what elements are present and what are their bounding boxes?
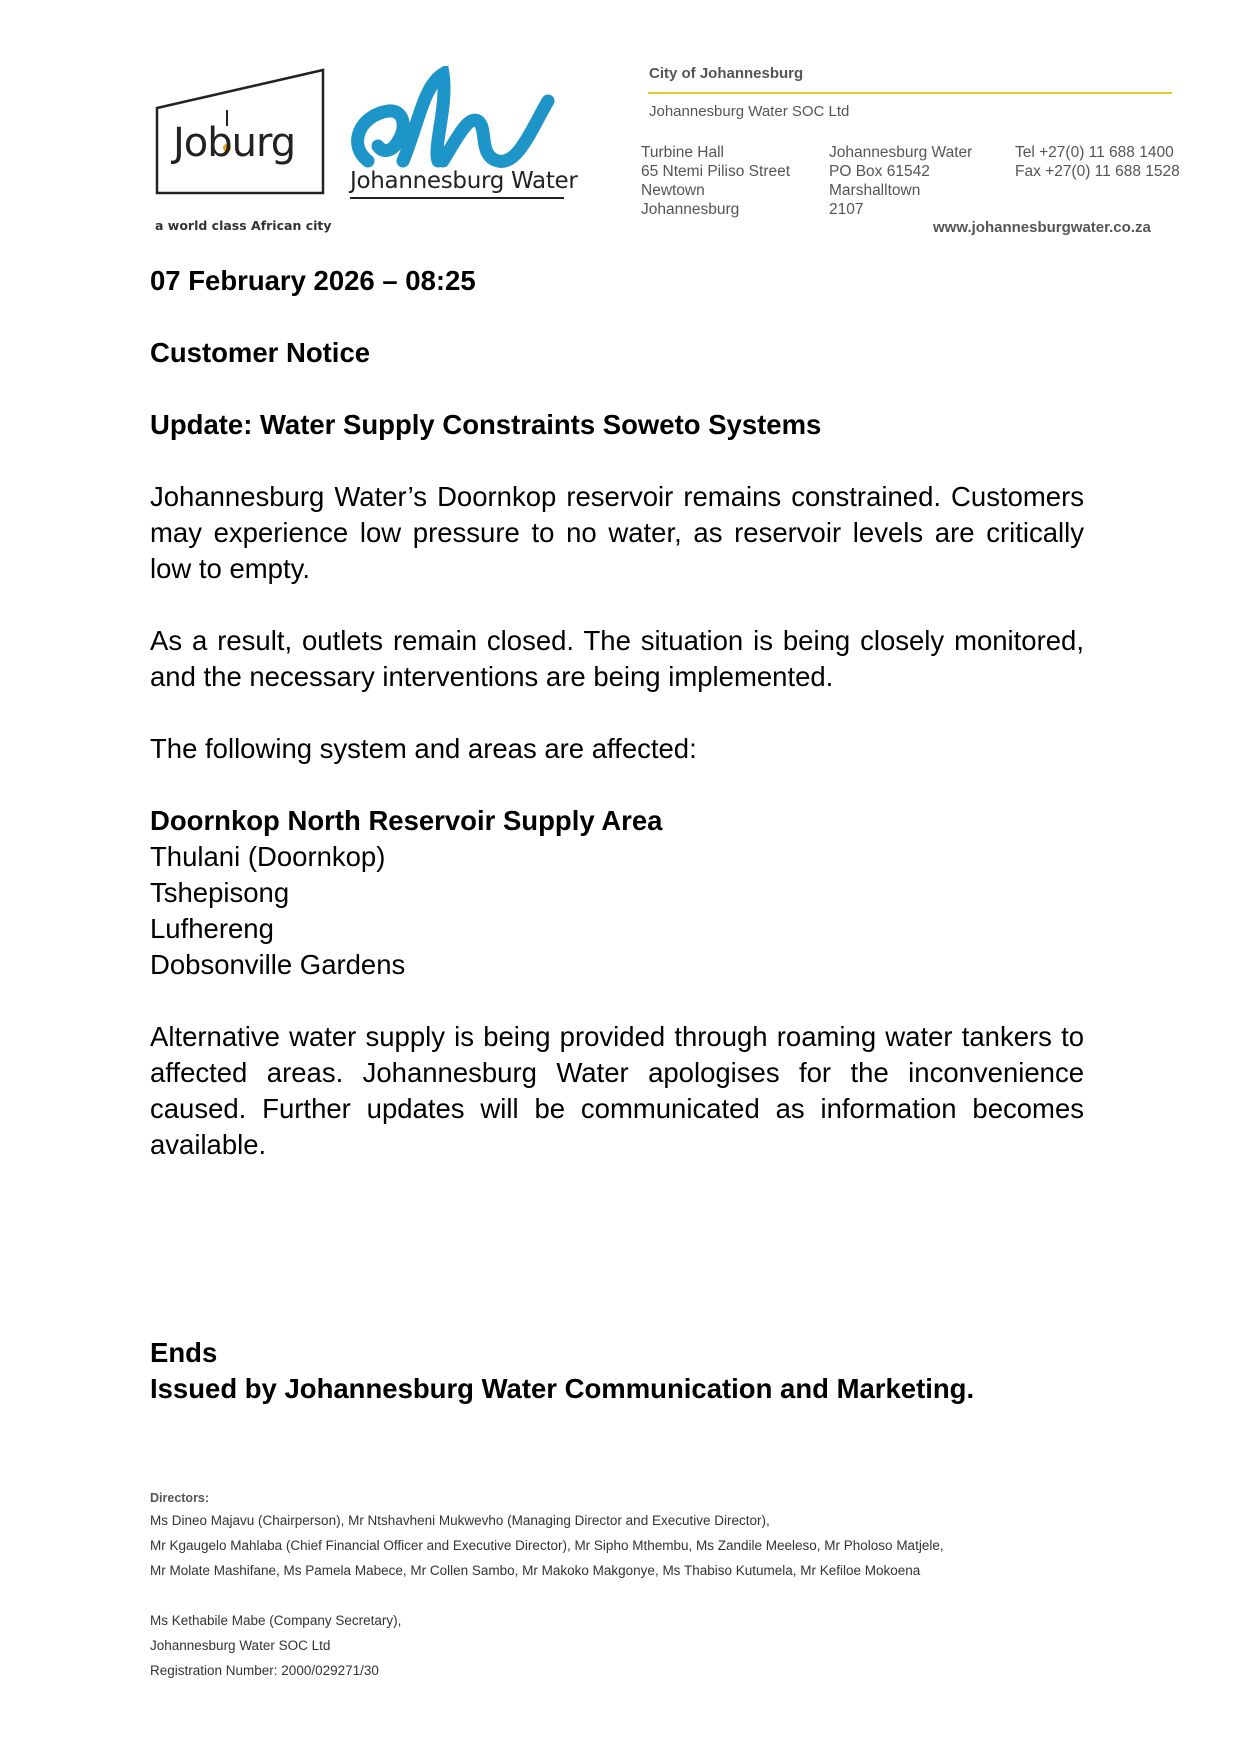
city-name: City of Johannesburg <box>649 65 804 82</box>
directors-line: Ms Dineo Majavu (Chairperson), Mr Ntshavheni Mukwevho (Managing Director and Executive Director), <box>150 1513 770 1528</box>
paragraph-4: Alternative water supply is being provided through roaming water tankers to affected areas. Johannesburg Water apologises for the inconvenience caused. Further updates will be communicated as information becomes available. <box>150 1021 1084 1160</box>
affected-area-title: Doornkop North Reservoir Supply Area <box>150 805 663 836</box>
footer <box>150 1488 944 1683</box>
affected-area-item: Tshepisong <box>150 877 290 908</box>
notice-closing <box>150 1335 974 1407</box>
address-line: 65 Ntemi Piliso Street <box>641 163 791 180</box>
company-name: Johannesburg Water SOC Ltd <box>649 103 850 120</box>
registration-number: Registration Number: 2000/029271/30 <box>150 1663 379 1678</box>
address-line: Johannesburg <box>641 201 740 218</box>
paragraph-2: As a result, outlets remain closed. The situation is being closely monitored, and the necessary interventions are being implemented. <box>150 625 1084 692</box>
logo-underline <box>350 197 564 199</box>
website-link[interactable]: www.johannesburgwater.co.za <box>933 219 1151 236</box>
address-line: Newtown <box>641 182 705 199</box>
address-line: PO Box 61542 <box>829 163 930 180</box>
postal-address <box>829 143 972 219</box>
header-rule <box>648 92 1172 94</box>
footer-company: Johannesburg Water SOC Ltd <box>150 1638 331 1653</box>
joburg-tagline: a world class African city <box>155 218 332 233</box>
johannesburg-water-logo-text: Johannesburg Water <box>350 168 578 194</box>
notice-body <box>150 263 1084 1163</box>
directors-line: Mr Kgaugelo Mahlaba (Chief Financial Officer and Executive Director), Mr Sipho Mthembu, Ms Zandile Meeleso, Mr Pholoso Matjele, <box>150 1538 944 1553</box>
joburg-logo <box>155 68 327 195</box>
address-line: Turbine Hall <box>641 144 724 161</box>
joburg-logo-text: Joburg <box>173 120 296 166</box>
notice-headline: Update: Water Supply Constraints Soweto Systems <box>150 409 822 440</box>
street-address <box>641 143 790 219</box>
notice-type: Customer Notice <box>150 337 371 368</box>
affected-area-item: Lufhereng <box>150 913 274 944</box>
ends-label: Ends <box>150 1337 218 1368</box>
company-secretary: Ms Kethabile Mabe (Company Secretary), <box>150 1613 402 1628</box>
directors-line: Mr Molate Mashifane, Ms Pamela Mabece, Mr Collen Sambo, Mr Makoko Makgonye, Ms Thabiso Kutumela, Mr Kefiloe Mokoena <box>150 1563 921 1578</box>
directors-title: Directors: <box>150 1491 210 1505</box>
paragraph-1: Johannesburg Water’s Doornkop reservoir remains constrained. Customers may experience low pressure to no water, as reservoir levels are critically low to empty. <box>150 481 1084 584</box>
paragraph-3: The following system and areas are affected: <box>150 733 697 764</box>
notice-datetime: 07 February 2026 – 08:25 <box>150 265 476 296</box>
address-line: Johannesburg Water <box>829 144 973 161</box>
issued-by: Issued by Johannesburg Water Communication and Marketing. <box>150 1373 975 1404</box>
contact-numbers <box>1015 143 1180 181</box>
address-line: Marshalltown <box>829 182 921 199</box>
telephone: Tel +27(0) 11 688 1400 <box>1015 144 1174 161</box>
fax: Fax +27(0) 11 688 1528 <box>1015 163 1180 180</box>
affected-area-item: Thulani (Doornkop) <box>150 841 386 872</box>
address-line: 2107 <box>829 201 864 218</box>
johannesburg-water-logo-mark <box>348 66 568 176</box>
affected-area-item: Dobsonville Gardens <box>150 949 406 980</box>
